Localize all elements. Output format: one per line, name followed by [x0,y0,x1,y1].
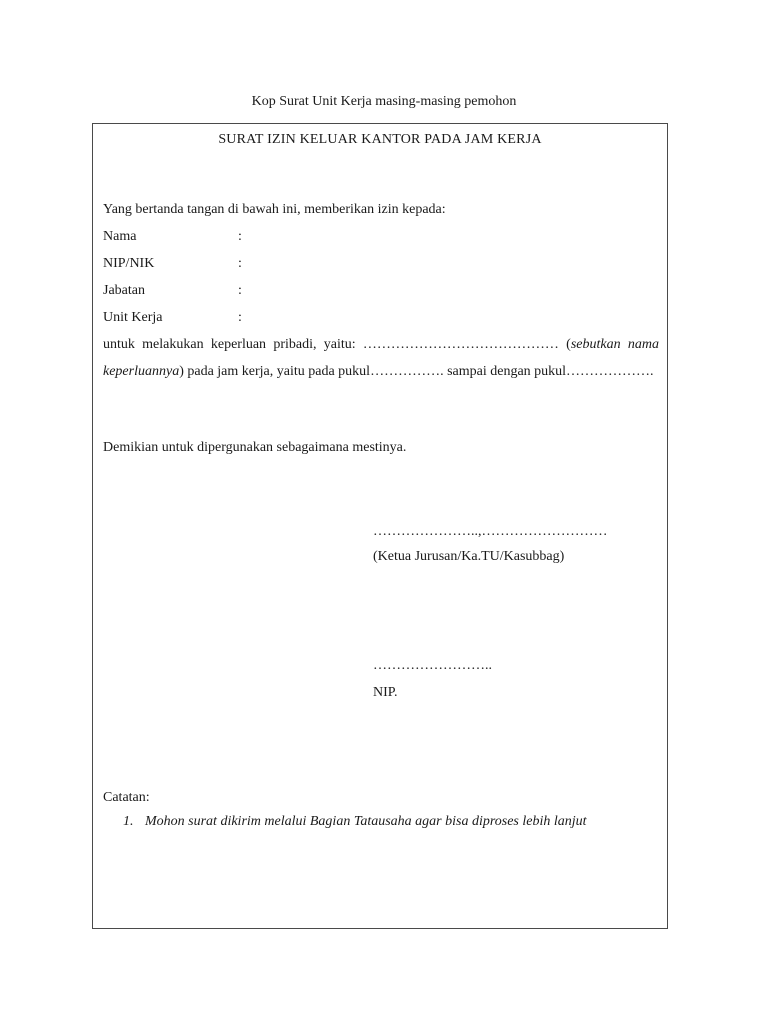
closing-text: Demikian untuk dipergunakan sebagaimana mestinya. [103,440,407,455]
notes-title: Catatan: [103,790,150,805]
intro-text: Yang bertanda tangan di bawah ini, memberikan izin kepada: [103,202,446,217]
purpose-text-part1: untuk melakukan keperluan pribadi, yaitu: …………………………………… ( [103,337,571,352]
note-text: Mohon surat dikirim melalui Bagian Tatausaha agar bisa diproses lebih lanjut [145,814,587,829]
letter-title: SURAT IZIN KELUAR KANTOR PADA JAM KERJA [218,132,542,147]
purpose-text-part2: ) pada jam kerja, yaitu pada pukul……………. sampai dengan pukul………………. [179,364,654,379]
note-number: 1. [123,814,134,829]
note-item [123,814,587,830]
signature-name-dots: …………………….. [373,658,492,673]
field-label: Unit Kerja [103,310,163,325]
field-label: Nama [103,229,137,244]
field-label: Jabatan [103,283,145,298]
letter-frame [92,123,668,929]
signature-nip: NIP. [373,685,398,700]
field-label: NIP/NIK [103,256,155,271]
signature-place-date: …………………..,……………………… [373,524,608,539]
purpose-italic-note: sebutkan nama keperluannya [103,337,659,379]
field-colon: : [238,310,242,325]
field-colon: : [238,256,242,271]
purpose-paragraph [103,331,659,385]
field-colon: : [238,229,242,244]
field-colon: : [238,283,242,298]
letterhead-text: Kop Surat Unit Kerja masing-masing pemohon [251,94,517,109]
signature-role: (Ketua Jurusan/Ka.TU/Kasubbag) [373,549,565,564]
